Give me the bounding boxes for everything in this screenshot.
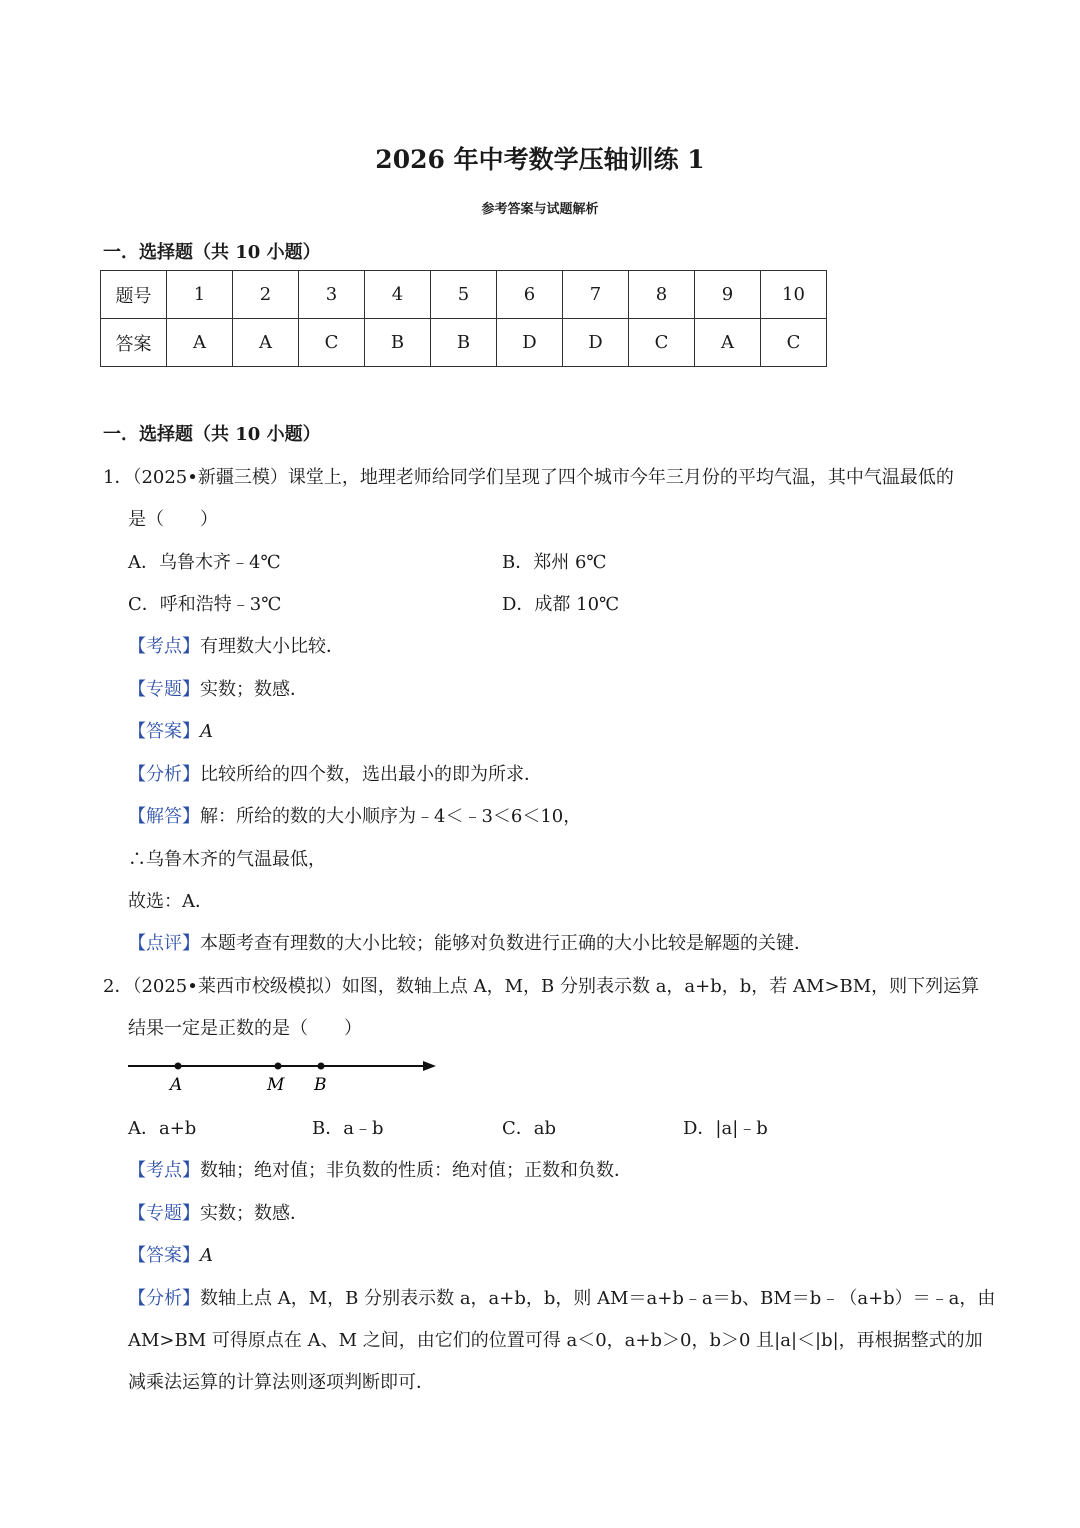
tag-label: 【专题】	[128, 679, 200, 700]
q1-option-d: D．成都 10℃	[502, 594, 620, 615]
q2-analysis-line: 减乘法运算的计算法则逐项判断即可．	[128, 1372, 434, 1393]
table-cell: C	[761, 319, 827, 367]
number-line-figure	[125, 1052, 445, 1102]
q2-kaodian	[128, 1156, 632, 1182]
page-title: 2026 年中考数学压轴训练 1	[375, 145, 705, 174]
point-a	[175, 1063, 182, 1070]
table-cell: 4	[365, 271, 431, 319]
tag-label: 【考点】	[128, 1160, 200, 1181]
page-subtitle: 参考答案与试题解析	[481, 202, 599, 217]
tag-label: 【点评】	[128, 933, 200, 954]
label-a: A	[170, 1075, 183, 1095]
tag-label: 【考点】	[128, 636, 200, 657]
table-cell: 9	[695, 271, 761, 319]
q1-solution-line: ∴乌鲁木齐的气温最低，	[128, 849, 326, 870]
arrow-right-icon	[423, 1061, 436, 1071]
table-cell: 8	[629, 271, 695, 319]
tag-content: 有理数大小比较．	[200, 636, 344, 657]
tag-content: 比较所给的四个数，选出最小的即为所求．	[200, 764, 542, 785]
table-cell: 2	[233, 271, 299, 319]
q2-stem-cont: 结果一定是正数的是（ ）	[128, 1018, 362, 1039]
q2-option-b: B．a﹣b	[312, 1118, 384, 1139]
label-b: B	[314, 1075, 327, 1095]
table-cell: C	[299, 319, 365, 367]
point-b	[318, 1063, 325, 1070]
q1-option-c: C．呼和浩特﹣3℃	[128, 594, 282, 615]
tag-content: 数轴上点 A，M，B 分别表示数 a，a+b，b，则 AM＝a+b﹣a＝b、BM＝b﹣（a+b）＝﹣a，由	[200, 1288, 996, 1309]
q1-stem-cont: 是（ ）	[128, 509, 218, 530]
table-cell: 1	[167, 271, 233, 319]
tag-content: 实数；数感．	[200, 1203, 308, 1224]
section-heading: 一．选择题（共 10 小题）	[103, 424, 321, 445]
point-m	[275, 1063, 282, 1070]
q1-stem: 1．（2025•新疆三模）课堂上，地理老师给同学们呈现了四个城市今年三月份的平均气温，其中气温最低的	[103, 467, 954, 488]
table-cell: 7	[563, 271, 629, 319]
tag-label: 【解答】	[128, 806, 200, 827]
table-cell: 6	[497, 271, 563, 319]
table-cell: 3	[299, 271, 365, 319]
answer-table	[100, 270, 827, 367]
table-cell: A	[167, 319, 233, 367]
q2-option-a: A．a+b	[128, 1118, 197, 1139]
table-cell: B	[365, 319, 431, 367]
q2-answer	[128, 1241, 213, 1267]
q1-comment	[128, 929, 812, 955]
label-m: M	[267, 1075, 285, 1095]
q1-option-b: B．郑州 6℃	[502, 552, 607, 573]
q2-stem: 2．（2025•莱西市校级模拟）如图，数轴上点 A，M，B 分别表示数 a，a+b，b，若 AM>BM，则下列运算	[103, 976, 980, 997]
q1-answer	[128, 717, 213, 743]
table-cell: A	[233, 319, 299, 367]
tag-content: A	[200, 721, 213, 742]
q2-analysis	[128, 1284, 995, 1310]
table-row	[101, 271, 827, 319]
tag-content: 解：所给的数的大小顺序为﹣4＜﹣3＜6＜10，	[200, 806, 582, 827]
table-row-label: 题号	[101, 271, 167, 319]
table-row-label: 答案	[101, 319, 167, 367]
tag-label: 【答案】	[128, 721, 200, 742]
table-cell: D	[497, 319, 563, 367]
q2-zhuanti	[128, 1199, 308, 1225]
table-row	[101, 319, 827, 367]
q1-solution-line: 故选：A．	[128, 891, 213, 912]
q2-option-d: D．|a|﹣b	[683, 1118, 768, 1139]
tag-label: 【专题】	[128, 1203, 200, 1224]
tag-label: 【答案】	[128, 1245, 200, 1266]
tag-content: 数轴；绝对值；非负数的性质：绝对值；正数和负数．	[200, 1160, 632, 1181]
q1-kaodian	[128, 632, 344, 658]
table-cell: A	[695, 319, 761, 367]
q1-zhuanti	[128, 675, 308, 701]
tag-content: A	[200, 1245, 213, 1266]
section-heading: 一．选择题（共 10 小题）	[103, 242, 321, 263]
q2-option-c: C．ab	[502, 1118, 557, 1139]
tag-label: 【分析】	[128, 764, 200, 785]
q1-analysis	[128, 760, 542, 786]
tag-label: 【分析】	[128, 1288, 200, 1309]
q1-option-a: A．乌鲁木齐﹣4℃	[128, 552, 281, 573]
tag-content: 实数；数感．	[200, 679, 308, 700]
table-cell: D	[563, 319, 629, 367]
q1-solution	[128, 802, 581, 828]
table-cell: B	[431, 319, 497, 367]
q2-analysis-line: AM>BM 可得原点在 A、M 之间，由它们的位置可得 a＜0，a+b＞0，b＞0 且|a|＜|b|，再根据整式的加	[128, 1330, 983, 1351]
table-cell: 5	[431, 271, 497, 319]
table-cell: 10	[761, 271, 827, 319]
tag-content: 本题考查有理数的大小比较；能够对负数进行正确的大小比较是解题的关键．	[200, 933, 812, 954]
table-cell: C	[629, 319, 695, 367]
